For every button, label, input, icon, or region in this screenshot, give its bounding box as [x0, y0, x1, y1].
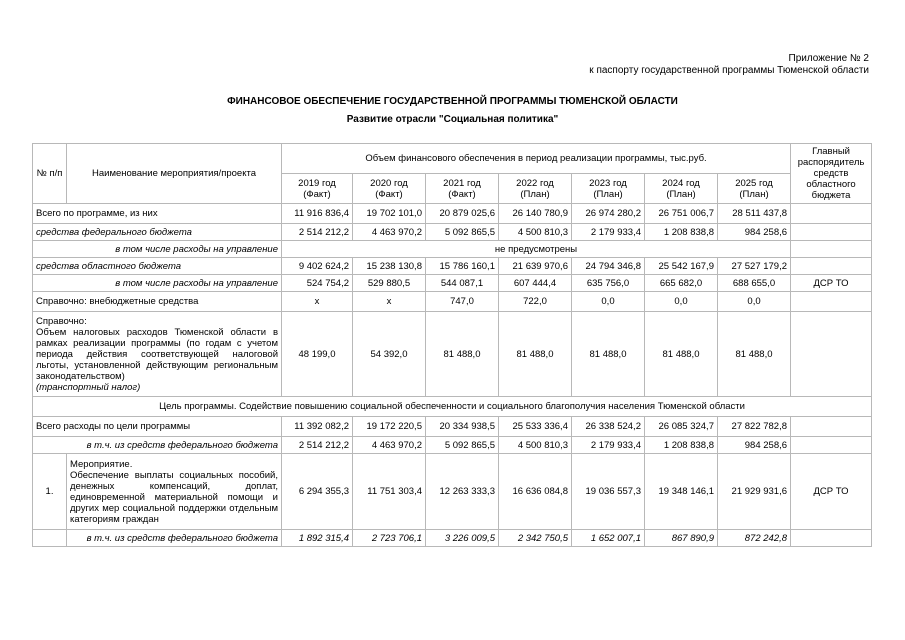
cell-value: 872 242,8 [718, 530, 791, 547]
cell-value: 26 974 280,2 [572, 204, 645, 224]
table-row-measure-1-federal [33, 530, 872, 547]
row-num [33, 530, 67, 547]
cell-value: 25 542 167,9 [645, 258, 718, 275]
cell-manager [791, 312, 872, 397]
cell-value: 26 140 780,9 [499, 204, 572, 224]
table-row-tax [33, 312, 872, 397]
cell-value: 688 655,0 [718, 275, 791, 292]
appendix-note [589, 53, 869, 77]
tax-label-note: (транспортный налог) [36, 381, 141, 393]
document-title: ФИНАНСОВОЕ ОБЕСПЕЧЕНИЕ ГОСУДАРСТВЕННОЙ ПРОГРАММЫ ТЮМЕНСКОЙ ОБЛАСТИ [227, 96, 678, 107]
row-label: средства областного бюджета [33, 258, 282, 275]
financing-table [32, 143, 872, 547]
cell-value: 27 527 179,2 [718, 258, 791, 275]
table-row-goal [33, 397, 872, 417]
cell-manager [791, 224, 872, 241]
cell-value: 15 238 130,8 [353, 258, 426, 275]
cell-value: x [282, 292, 353, 312]
cell-value: 635 756,0 [572, 275, 645, 292]
cell-value: 19 036 557,3 [572, 454, 645, 530]
cell-value: 54 392,0 [353, 312, 426, 397]
cell-value: 2 514 212,2 [282, 437, 353, 454]
appendix-line-2: к паспорту государственной программы Тюменской области [589, 65, 869, 76]
cell-value: 4 500 810,3 [499, 224, 572, 241]
cell-manager [791, 292, 872, 312]
table-row-total [33, 204, 872, 224]
row-label [33, 312, 282, 397]
cell-manager [791, 241, 872, 258]
cell-value: 5 092 865,5 [426, 224, 499, 241]
row-label: средства федерального бюджета [33, 224, 282, 241]
cell-value: 984 258,6 [718, 224, 791, 241]
cell-value: 19 702 101,0 [353, 204, 426, 224]
cell-value: 19 348 146,1 [645, 454, 718, 530]
cell-manager: ДСР ТО [791, 454, 872, 530]
cell-value: 20 879 025,6 [426, 204, 499, 224]
cell-manager: ДСР ТО [791, 275, 872, 292]
cell-value: 6 294 355,3 [282, 454, 353, 530]
cell-value: 48 199,0 [282, 312, 353, 397]
cell-value: 1 208 838,8 [645, 437, 718, 454]
cell-value: 5 092 865,5 [426, 437, 499, 454]
cell-value: 607 444,4 [499, 275, 572, 292]
cell-manager [791, 530, 872, 547]
appendix-line-1: Приложение № 2 [788, 53, 869, 64]
cell-value: 16 636 084,8 [499, 454, 572, 530]
table-row-regional-mgmt [33, 275, 872, 292]
table-row-goal-total [33, 417, 872, 437]
header-num: № п/п [33, 144, 67, 204]
cell-value: 24 794 346,8 [572, 258, 645, 275]
cell-value: 19 172 220,5 [353, 417, 426, 437]
row-label [67, 454, 282, 530]
cell-value: 1 208 838,8 [645, 224, 718, 241]
document-subtitle: Развитие отрасли "Социальная политика" [346, 114, 559, 125]
cell-value: 25 533 336,4 [499, 417, 572, 437]
cell-value: 524 754,2 [282, 275, 353, 292]
header-name: Наименование мероприятия/проекта [67, 144, 282, 204]
cell-value: 27 822 782,8 [718, 417, 791, 437]
cell-value: 11 751 303,4 [353, 454, 426, 530]
header-volume: Объем финансового обеспечения в период реализации программы, тыс.руб. [282, 144, 791, 174]
cell-value: 81 488,0 [645, 312, 718, 397]
row-label: в том числе расходы на управление [33, 241, 282, 258]
row-label: Всего по программе, из них [33, 204, 282, 224]
table-row-federal-mgmt [33, 241, 872, 258]
header-year: 2023 год (План) [572, 174, 645, 204]
cell-note: не предусмотрены [282, 241, 791, 258]
cell-value: 20 334 938,5 [426, 417, 499, 437]
cell-value: 529 880,5 [353, 275, 426, 292]
cell-manager [791, 417, 872, 437]
row-label: в том числе расходы на управление [33, 275, 282, 292]
cell-value: 2 723 706,1 [353, 530, 426, 547]
table-row-regional [33, 258, 872, 275]
cell-value: 26 085 324,7 [645, 417, 718, 437]
table-row-measure-1 [33, 454, 872, 530]
cell-value: 21 929 931,6 [718, 454, 791, 530]
header-manager: Главный распорядитель средств областного бюджета [791, 144, 872, 204]
cell-value: 0,0 [718, 292, 791, 312]
row-label: в т.ч. из средств федерального бюджета [33, 437, 282, 454]
cell-value: 984 258,6 [718, 437, 791, 454]
cell-value: x [353, 292, 426, 312]
cell-value: 21 639 970,6 [499, 258, 572, 275]
header-year: 2019 год (Факт) [282, 174, 353, 204]
cell-value: 26 338 524,2 [572, 417, 645, 437]
cell-value: 1 652 007,1 [572, 530, 645, 547]
measure-label-title: Мероприятие. [70, 458, 133, 470]
header-year: 2020 год (Факт) [353, 174, 426, 204]
cell-value: 665 682,0 [645, 275, 718, 292]
cell-value: 0,0 [645, 292, 718, 312]
header-row-1 [33, 144, 872, 174]
cell-value: 11 392 082,2 [282, 417, 353, 437]
table-row-goal-federal [33, 437, 872, 454]
cell-value: 2 179 933,4 [572, 437, 645, 454]
cell-value: 544 087,1 [426, 275, 499, 292]
cell-value: 15 786 160,1 [426, 258, 499, 275]
cell-value: 2 342 750,5 [499, 530, 572, 547]
cell-value: 12 263 333,3 [426, 454, 499, 530]
cell-value: 2 514 212,2 [282, 224, 353, 241]
cell-manager [791, 204, 872, 224]
header-year: 2024 год (План) [645, 174, 718, 204]
cell-value: 11 916 836,4 [282, 204, 353, 224]
cell-value: 28 511 437,8 [718, 204, 791, 224]
cell-manager [791, 437, 872, 454]
cell-value: 81 488,0 [426, 312, 499, 397]
cell-value: 9 402 624,2 [282, 258, 353, 275]
row-label: в т.ч. из средств федерального бюджета [67, 530, 282, 547]
row-num: 1. [33, 454, 67, 530]
cell-value: 747,0 [426, 292, 499, 312]
row-label: Справочно: внебюджетные средства [33, 292, 282, 312]
cell-value: 3 226 009,5 [426, 530, 499, 547]
cell-value: 4 463 970,2 [353, 224, 426, 241]
cell-manager [791, 258, 872, 275]
cell-value: 722,0 [499, 292, 572, 312]
cell-value: 2 179 933,4 [572, 224, 645, 241]
row-label: Всего расходы по цели программы [33, 417, 282, 437]
cell-value: 81 488,0 [718, 312, 791, 397]
table-row-federal [33, 224, 872, 241]
tax-label-title: Справочно: [36, 315, 87, 327]
cell-value: 81 488,0 [572, 312, 645, 397]
cell-value: 26 751 006,7 [645, 204, 718, 224]
cell-value: 0,0 [572, 292, 645, 312]
cell-value: 4 500 810,3 [499, 437, 572, 454]
header-year: 2025 год (План) [718, 174, 791, 204]
tax-label-text: Объем налоговых расходов Тюменской области в рамках реализации программы (по годам с учетом периода действия соответствующей налоговой льготы, установленной действующим региональным законодательством) [36, 326, 278, 382]
cell-value: 4 463 970,2 [353, 437, 426, 454]
goal-text: Цель программы. Содействие повышению социальной обеспеченности и социального благополучия населения Тюменской области [33, 397, 872, 417]
header-year: 2021 год (Факт) [426, 174, 499, 204]
cell-value: 1 892 315,4 [282, 530, 353, 547]
cell-value: 81 488,0 [499, 312, 572, 397]
table-row-extra [33, 292, 872, 312]
measure-label-text: Обеспечение выплаты социальных пособий, денежных компенсаций, доплат, единовременной материальной помощи и других мер социальной поддержки отдельным категориям граждан [70, 469, 278, 525]
cell-value: 867 890,9 [645, 530, 718, 547]
header-year: 2022 год (План) [499, 174, 572, 204]
